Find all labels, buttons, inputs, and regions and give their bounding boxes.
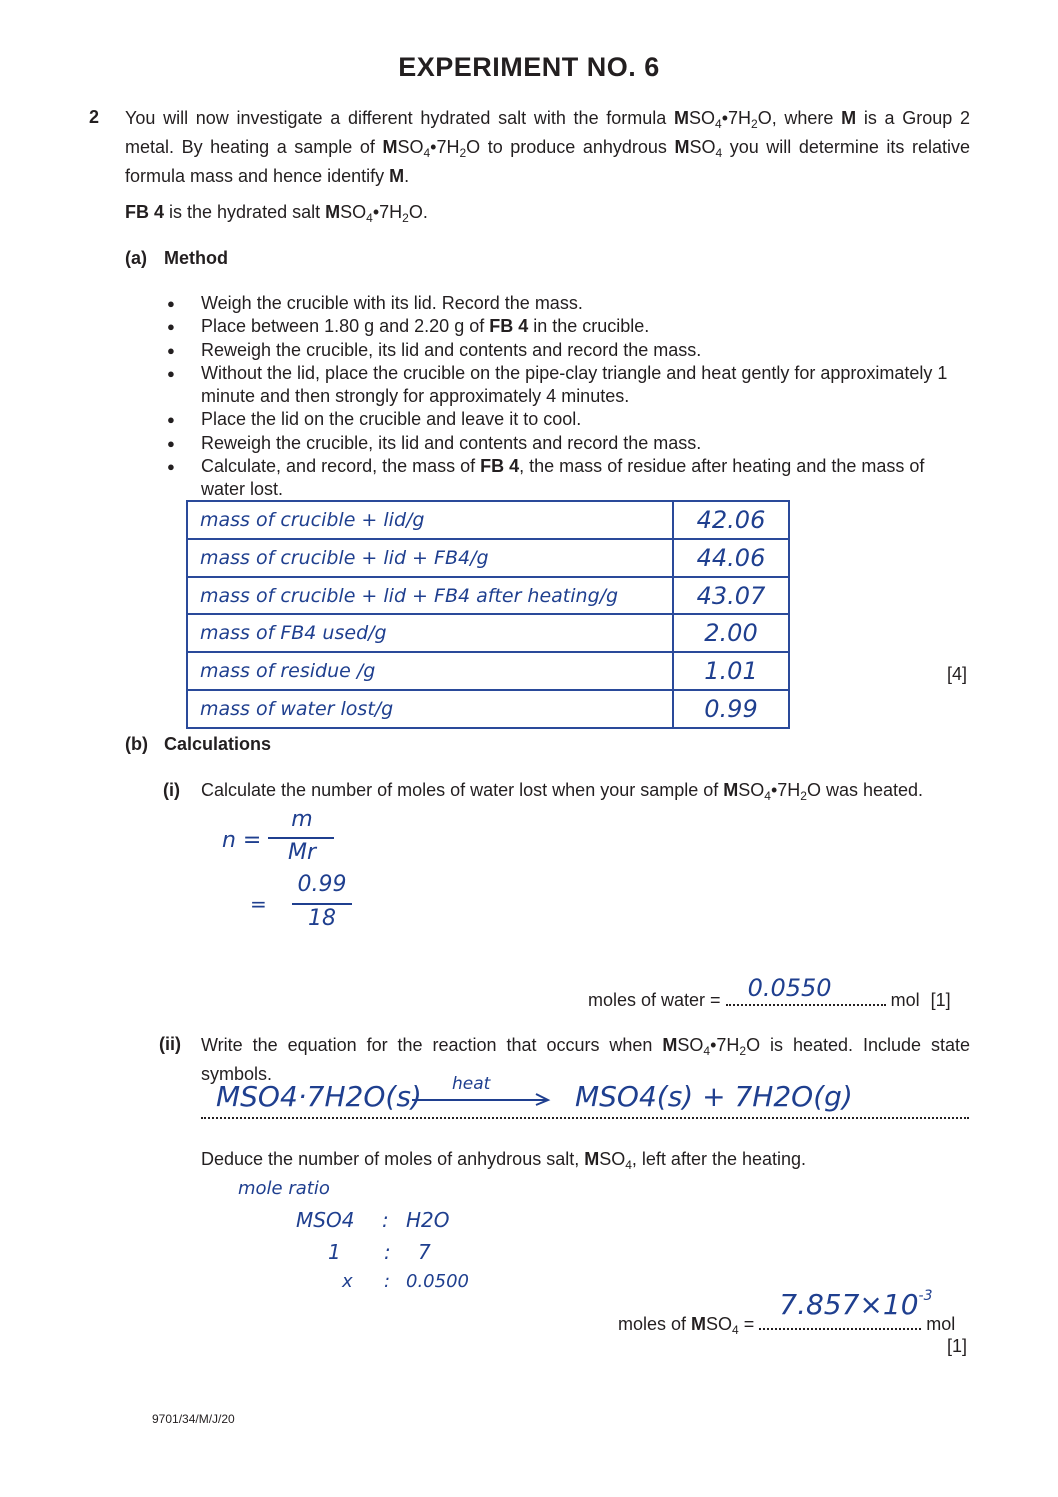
part-b-ii-question: Write the equation for the reaction that occurs when $MSO_4•7H_2O$ is heated. Include state symbols. bbox=[201, 1035, 970, 1084]
method-step: ● Without the lid, place the crucible on the pipe-clay triangle and heat gently for approximately 1 minute and then strongly for approximately 4 minutes. bbox=[167, 362, 970, 409]
row-label: mass of FB4 used/g bbox=[187, 614, 673, 652]
part-b-i-question: Calculate the number of moles of water lost when your sample of $MSO_4•7H_2O$ was heated. bbox=[201, 780, 924, 803]
row-label: mass of crucible + lid/g bbox=[187, 501, 673, 539]
equation-arrow-label: heat bbox=[452, 1074, 491, 1094]
row-value: 1.01 bbox=[673, 652, 789, 690]
answer-field bbox=[726, 974, 886, 1006]
method-step: ● Place the lid on the crucible and leave it to cool. bbox=[167, 408, 970, 431]
equation-lhs: MSO4·7H2O(s) bbox=[216, 1080, 422, 1113]
part-b-label: (b) bbox=[125, 734, 148, 754]
working-denominator: 18 bbox=[308, 906, 336, 931]
table-row bbox=[187, 690, 789, 728]
ratio-cell: : bbox=[384, 1271, 391, 1292]
moles-water-answer-line bbox=[588, 974, 951, 1011]
ratio-cell: 0.0500 bbox=[406, 1271, 469, 1292]
fraction-line bbox=[268, 837, 334, 839]
working-numerator: 0.99 bbox=[297, 872, 347, 897]
part-a-marks: [4] bbox=[947, 664, 968, 684]
ratio-cell: 1 bbox=[328, 1240, 341, 1264]
method-step: ● Reweigh the crucible, its lid and contents and record the mass. bbox=[167, 432, 970, 455]
equation-rhs: MSO4(s) + 7H2O(g) bbox=[575, 1080, 853, 1113]
working-m: m bbox=[291, 807, 313, 832]
ratio-cell: x bbox=[342, 1271, 353, 1292]
answer-unit: mol bbox=[890, 990, 920, 1010]
method-step: ● Reweigh the crucible, its lid and contents and record the mass. bbox=[167, 339, 970, 362]
row-label: mass of residue /g bbox=[187, 652, 673, 690]
method-step: ● Weigh the crucible with its lid. Record the mass. bbox=[167, 292, 970, 315]
row-label: mass of crucible + lid + FB4/g bbox=[187, 539, 673, 577]
row-value: 44.06 bbox=[673, 539, 789, 577]
answer-field bbox=[759, 1288, 933, 1330]
part-a-label: (a) bbox=[125, 248, 147, 268]
answer-value: $7.857\times 10^{-3}$ bbox=[779, 1288, 933, 1321]
part-a-heading: Method bbox=[164, 248, 228, 268]
method-step: ● Place between 1.80 g and 2.20 g of FB 4 in the crucible. bbox=[167, 315, 970, 338]
answer-unit: mol bbox=[926, 1314, 956, 1334]
footer-code: 9701/34/M/J/20 bbox=[152, 1412, 235, 1426]
ratio-cell: : bbox=[382, 1208, 389, 1232]
part-b-i-label: (i) bbox=[163, 780, 180, 800]
row-value: 0.99 bbox=[673, 690, 789, 728]
table-row bbox=[187, 539, 789, 577]
reaction-arrow-icon bbox=[410, 1092, 552, 1106]
working-n: n = bbox=[222, 828, 262, 853]
ratio-cell: 7 bbox=[418, 1240, 431, 1264]
table-row bbox=[187, 652, 789, 690]
answer-label: moles of water = bbox=[588, 990, 721, 1010]
table-row bbox=[187, 614, 789, 652]
deduce-question: Deduce the number of moles of anhydrous salt, $MSO_4$, left after the heating. bbox=[201, 1149, 807, 1172]
row-value: 43.07 bbox=[673, 577, 789, 615]
table-row bbox=[187, 501, 789, 539]
ratio-cell: : bbox=[384, 1240, 391, 1264]
part-b-ii-marks: [1] bbox=[947, 1336, 968, 1356]
row-label: mass of crucible + lid + FB4 after heating/g bbox=[187, 577, 673, 615]
fb4-statement: FB 4 is the hydrated salt $MSO_4•7H_2O$. bbox=[125, 202, 428, 225]
part-b-ii-label: (ii) bbox=[159, 1034, 181, 1054]
moles-mso4-answer-line bbox=[618, 1288, 956, 1337]
fraction-line bbox=[292, 903, 352, 905]
intro-paragraph: You will now investigate a different hydrated salt with the formula $MSO_4•7H_2O$, where M is a Group 2 metal. By heating a sample of $MSO_4•7H_2O$ to produce anhydrous $MSO_4$ you will determine its relative formula mass and hence identify M. bbox=[125, 108, 971, 186]
part-b-heading: Calculations bbox=[164, 734, 272, 754]
answer-label: moles of $MSO_4$ = bbox=[618, 1314, 755, 1337]
results-table bbox=[186, 500, 790, 729]
answer-value: 0.0550 bbox=[747, 974, 832, 1002]
working-mr: Mr bbox=[287, 840, 317, 865]
working-equals: = bbox=[250, 892, 267, 916]
answer-marks: [1] bbox=[930, 990, 951, 1010]
page-title: EXPERIMENT NO. 6 bbox=[398, 52, 660, 82]
ratio-cell: H2O bbox=[406, 1208, 450, 1232]
mole-ratio-title: mole ratio bbox=[238, 1178, 330, 1199]
question-number: 2 bbox=[89, 107, 100, 127]
row-value: 2.00 bbox=[673, 614, 789, 652]
method-step: ● Calculate, and record, the mass of FB 4, the mass of residue after heating and the mass of water lost. bbox=[167, 455, 970, 502]
method-steps bbox=[167, 292, 970, 502]
equation-answer-line bbox=[201, 1116, 969, 1119]
table-row bbox=[187, 577, 789, 615]
ratio-cell: MSO4 bbox=[296, 1208, 355, 1232]
row-value: 42.06 bbox=[673, 501, 789, 539]
row-label: mass of water lost/g bbox=[187, 690, 673, 728]
